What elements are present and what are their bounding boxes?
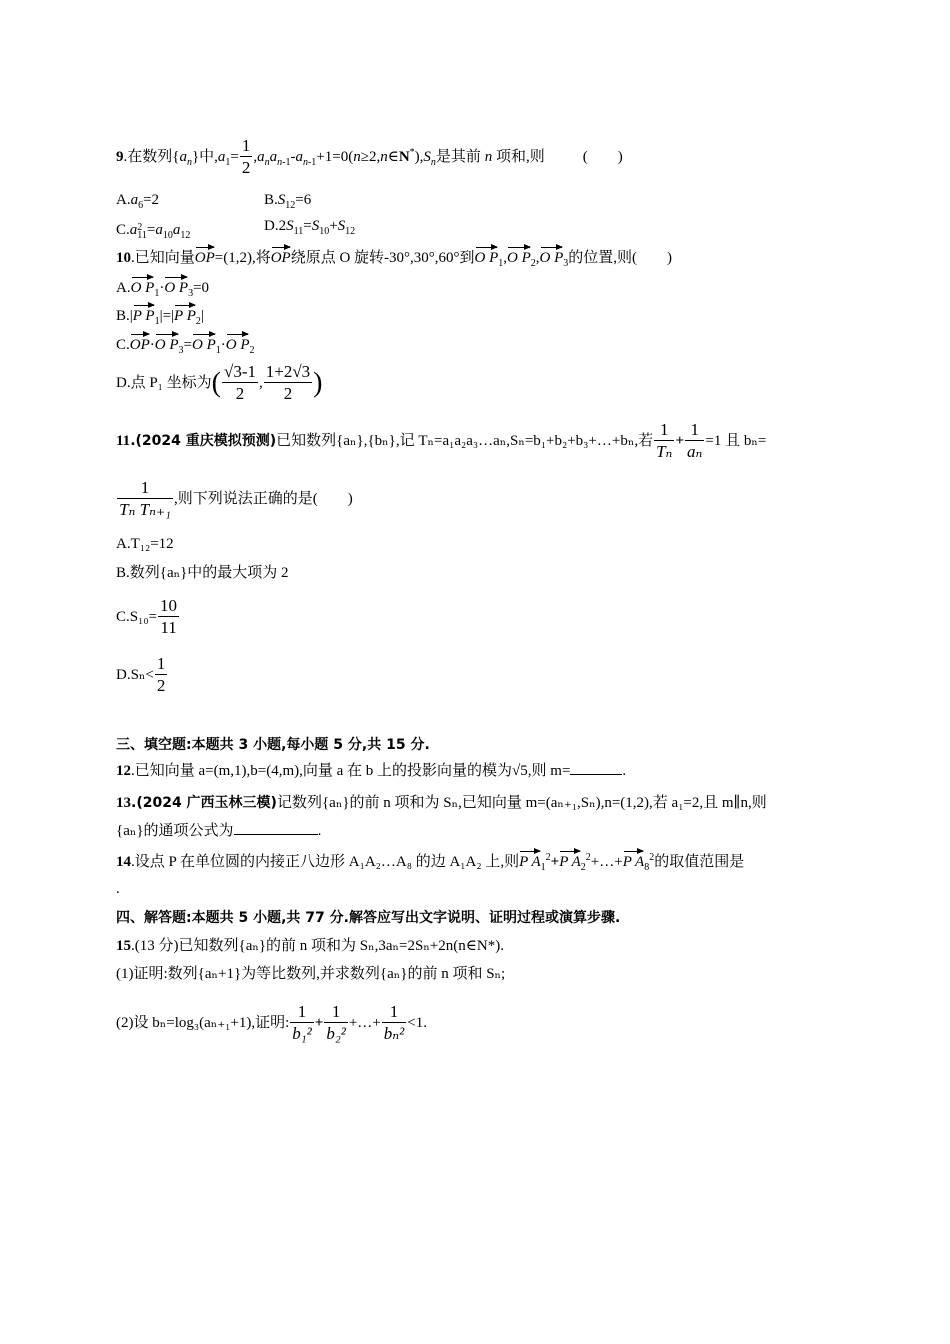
question-13: 13.(2024 广西玉林三模)记数列{aₙ}的前 n 项和为 Sₙ,已知向量 m=(aₙ₊₁,Sₙ),n=(1,2),若 a₁=2,且 m∥n,则 xyxy=(116,795,767,811)
q9-option-a[interactable]: $A.a_6=2$ xyxy=(116,192,160,211)
q11-line2: $\frac{1}{\text{Tₙ Tₙ₊₁}}$ ,则下列说法正确的是( ) xyxy=(116,478,353,521)
question-15: 15.(13 分)已知数列{aₙ}的前 n 项和为 Sₙ,3aₙ=2Sₙ+2n(n∈N*). xyxy=(116,938,504,954)
q15-part-2: (2)设 bₙ=log₃(aₙ₊₁+1),证明: $\frac{1}{\text{b₁²}}$ + $\frac{1}{\text{b₂²}}$ +…+ $\frac{1}{\text{bₙ²}}$ <1. xyxy=(116,1002,427,1043)
q9-option-d[interactable]: $D.2S_{11}=S_{10}+S_{12}$ xyxy=(264,218,356,237)
question-number: 14 xyxy=(116,854,131,870)
q15-part-1: (1)证明:数列{aₙ+1}为等比数列,并求数列{aₙ}的前 n 项和 Sₙ; xyxy=(116,966,506,982)
q9-option-c[interactable]: C.a $^2$ $_{11}=a_{10}a_{12}$ xyxy=(116,222,191,241)
question-14: 14.设点 P 在单位圆的内接正八边形 A₁A₂…A₈ 的边 A₁A₂ 上,则P $A_1^2+P$ $A_2^2+\dots+P$ $A_8^2$的取值范围是 xyxy=(116,848,744,878)
fraction: $\frac{1}{2}$ xyxy=(241,136,251,177)
question-number: 13 xyxy=(116,795,131,811)
vector-op: OP xyxy=(271,244,291,268)
vector-op: OP xyxy=(195,244,215,268)
answer-blank[interactable] xyxy=(570,774,622,775)
q14-line2: . xyxy=(116,881,120,897)
answer-paren: ( ) xyxy=(582,148,623,165)
section-4-heading: 四、解答题:本题共 5 小题,共 77 分.解答应写出文字说明、证明过程或演算步骤. xyxy=(116,910,621,926)
question-9: 9.在数列$\{a_n\}$中$,a_1=$ $\frac{1}{2}$ $,a_na_{n-1}-a_{n-1}+1=0(n\ge 2,n\in N^*),S_n$是其前 n 项和,则 ( ) xyxy=(116,136,623,177)
q10-option-a[interactable]: A.O $P_1\cdot O$ $P_3=0$ xyxy=(116,274,209,304)
answer-blank[interactable] xyxy=(234,834,318,835)
q9-text: .在数列{ xyxy=(123,148,180,165)
q11-option-a[interactable]: A.T₁₂=12 xyxy=(116,536,174,552)
question-number: 10 xyxy=(116,250,131,266)
question-number: 11 xyxy=(116,432,131,449)
q10-option-c[interactable]: C.OP·O $P_3=O$ $P_1\cdot O$ $P_2$ xyxy=(116,331,254,361)
question-11: 11.(2024 重庆模拟预测)已知数列{aₙ},{bₙ},记 Tₙ=a₁a₂a₃…aₙ,Sₙ=b₁+b₂+b₃+…+bₙ,若 $\frac{1}{\text{Tₙ}}$ + $\frac{1}{\text{aₙ}}$ =1 且 bₙ= xyxy=(116,420,767,461)
q10-option-d[interactable]: D.点 P₁ 坐标为( $\frac{√3-1}{2}$ , $\frac{1+2√3}{2}$ ) xyxy=(116,362,323,403)
q13-line2: {aₙ}的通项公式为 . xyxy=(116,823,322,839)
question-number: 12 xyxy=(116,763,131,779)
q10-option-b[interactable]: B.|P $P_1|=|P$ $P_2|$ xyxy=(116,302,204,332)
q11-option-b[interactable]: B.数列{aₙ}中的最大项为 2 xyxy=(116,565,289,581)
section-3-heading: 三、填空题:本题共 3 小题,每小题 5 分,共 15 分. xyxy=(116,737,430,753)
q11-option-c[interactable]: C.S₁₀= $\frac{10}{11}$ xyxy=(116,596,178,637)
question-12: 12.已知向量 a=(m,1),b=(4,m),向量 a 在 b 上的投影向量的模为√5,则 m= . xyxy=(116,763,627,779)
question-10: 10.已知向量OP=(1,2),将OP绕原点 O 旋转-30°,30°,60°到O $P_1,O$ $P_2,O$ $P_3$的位置,则( ) xyxy=(116,244,672,274)
question-number: 9 xyxy=(116,148,124,165)
q9-option-b[interactable]: $B.S_{12}=6$ xyxy=(264,192,312,211)
question-number: 15 xyxy=(116,938,131,954)
q11-option-d[interactable]: D.Sₙ< $\frac{1}{2}$ xyxy=(116,654,166,695)
